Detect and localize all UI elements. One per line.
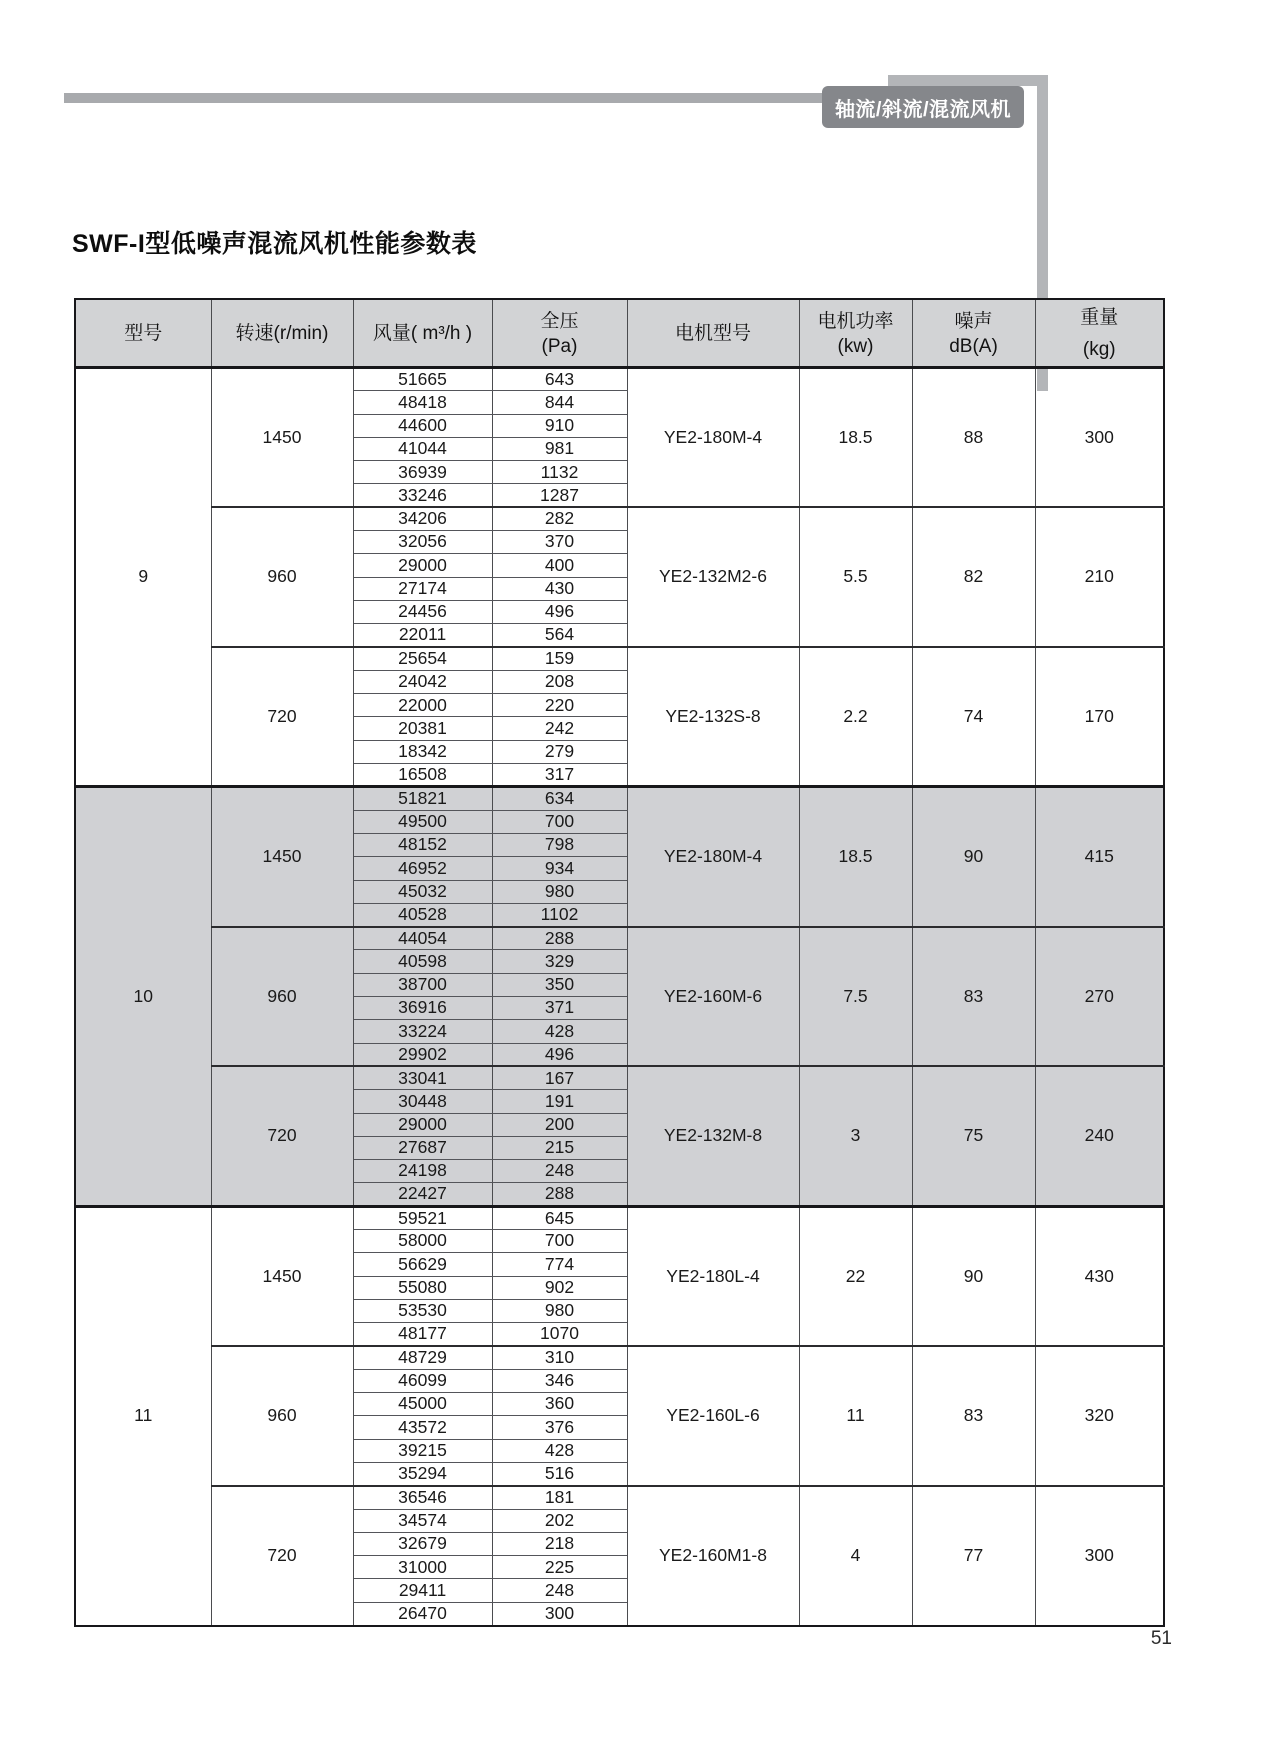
header-pressure-label: 全压 [540,310,579,332]
flow-cell: 53530 [353,1299,492,1322]
flow-cell: 43572 [353,1416,492,1439]
power-cell: 2.2 [799,647,912,787]
flow-cell: 20381 [353,717,492,740]
pressure-cell: 346 [492,1369,627,1392]
pressure-cell: 1132 [492,461,627,484]
noise-cell: 90 [912,787,1035,927]
pressure-cell: 934 [492,857,627,880]
header-noise-unit: dB(A) [949,335,998,357]
header-pressure-unit: (Pa) [541,335,578,357]
pressure-cell: 1287 [492,484,627,507]
header-model-label: 型号 [124,322,163,344]
flow-cell: 33224 [353,1020,492,1043]
pressure-cell: 902 [492,1276,627,1299]
speed-cell: 1450 [211,368,353,508]
pressure-cell: 300 [492,1602,627,1625]
flow-cell: 34574 [353,1509,492,1532]
flow-cell: 59521 [353,1206,492,1229]
weight-cell: 300 [1035,1486,1164,1626]
pressure-cell: 200 [492,1113,627,1136]
flow-cell: 46952 [353,857,492,880]
pressure-cell: 980 [492,880,627,903]
flow-cell: 45000 [353,1393,492,1416]
page-number: 51 [1150,1628,1172,1649]
table-header-row [75,299,1164,368]
pressure-cell: 700 [492,810,627,833]
model-cell: 11 [75,1206,211,1625]
table-row [75,647,1164,670]
flow-cell: 44054 [353,927,492,950]
header-weight-unit: (kg) [1082,339,1116,360]
power-cell: 18.5 [799,787,912,927]
flow-cell: 33041 [353,1066,492,1089]
flow-cell: 29000 [353,554,492,577]
pressure-cell: 310 [492,1346,627,1369]
motor-cell: YE2-180L-4 [627,1206,799,1346]
motor-cell: YE2-160L-6 [627,1346,799,1486]
flow-cell: 32679 [353,1532,492,1555]
flow-cell: 24456 [353,600,492,623]
power-cell: 3 [799,1066,912,1206]
pressure-cell: 317 [492,764,627,787]
flow-cell: 36546 [353,1486,492,1509]
pressure-cell: 282 [492,507,627,530]
flow-cell: 29411 [353,1579,492,1602]
category-badge [822,86,1024,128]
performance-table [74,298,1165,1627]
header-speed [211,299,353,368]
pressure-cell: 181 [492,1486,627,1509]
pressure-cell: 248 [492,1160,627,1183]
pressure-cell: 910 [492,414,627,437]
speed-cell: 1450 [211,787,353,927]
pressure-cell: 370 [492,531,627,554]
header-power-label: 电机功率 [817,310,894,332]
pressure-cell: 516 [492,1462,627,1485]
table-row [75,787,1164,810]
pressure-cell: 774 [492,1253,627,1276]
flow-cell: 48152 [353,833,492,856]
header-power-unit: (kw) [837,335,874,357]
header-noise-label: 噪声 [954,310,993,332]
pressure-cell: 645 [492,1206,627,1229]
motor-cell: YE2-160M1-8 [627,1486,799,1626]
pressure-cell: 208 [492,670,627,693]
pressure-cell: 980 [492,1299,627,1322]
flow-cell: 39215 [353,1439,492,1462]
flow-cell: 29902 [353,1043,492,1066]
pressure-cell: 360 [492,1393,627,1416]
noise-cell: 74 [912,647,1035,787]
table-row [75,927,1164,950]
flow-cell: 22427 [353,1183,492,1206]
noise-cell: 77 [912,1486,1035,1626]
pressure-cell: 400 [492,554,627,577]
model-cell: 9 [75,368,211,787]
motor-cell: YE2-132M2-6 [627,507,799,647]
flow-cell: 58000 [353,1229,492,1252]
power-cell: 5.5 [799,507,912,647]
performance-table-body [75,368,1164,1626]
flow-cell: 40528 [353,903,492,926]
speed-cell: 960 [211,1346,353,1486]
speed-cell: 720 [211,1066,353,1206]
flow-cell: 44600 [353,414,492,437]
flow-cell: 34206 [353,507,492,530]
flow-cell: 35294 [353,1462,492,1485]
header-weight-label: 重量 [1080,307,1119,328]
speed-cell: 960 [211,507,353,647]
noise-cell: 88 [912,368,1035,508]
pressure-cell: 288 [492,927,627,950]
pressure-cell: 218 [492,1532,627,1555]
pressure-cell: 202 [492,1509,627,1532]
noise-cell: 90 [912,1206,1035,1346]
category-badge-label: 轴流/斜流/混流风机 [834,98,1012,121]
power-cell: 11 [799,1346,912,1486]
motor-cell: YE2-180M-4 [627,368,799,508]
model-cell: 10 [75,787,211,1206]
pressure-cell: 248 [492,1579,627,1602]
header-noise [912,299,1035,368]
pressure-cell: 430 [492,577,627,600]
pressure-cell: 634 [492,787,627,810]
pressure-cell: 1070 [492,1323,627,1346]
table-row [75,1346,1164,1369]
table-row [75,507,1164,530]
flow-cell: 22000 [353,694,492,717]
speed-cell: 720 [211,647,353,787]
header-rule [64,93,824,103]
pressure-cell: 288 [492,1183,627,1206]
noise-cell: 83 [912,1346,1035,1486]
pressure-cell: 167 [492,1066,627,1089]
flow-cell: 36916 [353,997,492,1020]
flow-cell: 27174 [353,577,492,600]
power-cell: 18.5 [799,368,912,508]
pressure-cell: 242 [492,717,627,740]
pressure-cell: 215 [492,1136,627,1159]
pressure-cell: 1102 [492,903,627,926]
flow-cell: 46099 [353,1369,492,1392]
pressure-cell: 564 [492,624,627,647]
table-row [75,1066,1164,1089]
pressure-cell: 428 [492,1439,627,1462]
table-row [75,368,1164,391]
flow-cell: 29000 [353,1113,492,1136]
header-speed-label: 转速(r/min) [235,322,329,344]
weight-cell: 210 [1035,507,1164,647]
pressure-cell: 371 [492,997,627,1020]
header-motor [627,299,799,368]
pressure-cell: 350 [492,973,627,996]
speed-cell: 720 [211,1486,353,1626]
weight-cell: 170 [1035,647,1164,787]
pressure-cell: 329 [492,950,627,973]
pressure-cell: 220 [492,694,627,717]
header-pressure [492,299,627,368]
flow-cell: 45032 [353,880,492,903]
header-model [75,299,211,368]
pressure-cell: 279 [492,740,627,763]
header-motor-label: 电机型号 [674,322,751,344]
flow-cell: 24042 [353,670,492,693]
pressure-cell: 376 [492,1416,627,1439]
pressure-cell: 496 [492,1043,627,1066]
pressure-cell: 159 [492,647,627,670]
pressure-cell: 798 [492,833,627,856]
pressure-cell: 225 [492,1556,627,1579]
motor-cell: YE2-180M-4 [627,787,799,927]
flow-cell: 48729 [353,1346,492,1369]
motor-cell: YE2-160M-6 [627,927,799,1067]
weight-cell: 300 [1035,368,1164,508]
flow-cell: 32056 [353,531,492,554]
speed-cell: 1450 [211,1206,353,1346]
power-cell: 7.5 [799,927,912,1067]
flow-cell: 25654 [353,647,492,670]
flow-cell: 22011 [353,624,492,647]
flow-cell: 36939 [353,461,492,484]
pressure-cell: 496 [492,600,627,623]
flow-cell: 38700 [353,973,492,996]
weight-cell: 430 [1035,1206,1164,1346]
header-weight [1035,299,1164,368]
flow-cell: 40598 [353,950,492,973]
flow-cell: 48177 [353,1323,492,1346]
pressure-cell: 428 [492,1020,627,1043]
weight-cell: 415 [1035,787,1164,927]
header-accent-top-bar [888,75,1048,86]
flow-cell: 30448 [353,1090,492,1113]
motor-cell: YE2-132S-8 [627,647,799,787]
flow-cell: 48418 [353,391,492,414]
flow-cell: 31000 [353,1556,492,1579]
noise-cell: 75 [912,1066,1035,1206]
flow-cell: 16508 [353,764,492,787]
table-row [75,1206,1164,1229]
pressure-cell: 700 [492,1229,627,1252]
flow-cell: 49500 [353,810,492,833]
weight-cell: 240 [1035,1066,1164,1206]
flow-cell: 51821 [353,787,492,810]
flow-cell: 24198 [353,1160,492,1183]
flow-cell: 33246 [353,484,492,507]
table-row [75,1486,1164,1509]
flow-cell: 18342 [353,740,492,763]
flow-cell: 51665 [353,368,492,391]
noise-cell: 83 [912,927,1035,1067]
flow-cell: 55080 [353,1276,492,1299]
weight-cell: 270 [1035,927,1164,1067]
noise-cell: 82 [912,507,1035,647]
header-power [799,299,912,368]
page-title: SWF-I型低噪声混流风机性能参数表 [72,230,477,258]
pressure-cell: 643 [492,368,627,391]
speed-cell: 960 [211,927,353,1067]
flow-cell: 56629 [353,1253,492,1276]
header-flow [353,299,492,368]
power-cell: 22 [799,1206,912,1346]
weight-cell: 320 [1035,1346,1164,1486]
pressure-cell: 981 [492,437,627,460]
pressure-cell: 191 [492,1090,627,1113]
header-flow-label: 风量( m³/h ) [372,322,473,344]
pressure-cell: 844 [492,391,627,414]
flow-cell: 41044 [353,437,492,460]
flow-cell: 26470 [353,1602,492,1625]
flow-cell: 27687 [353,1136,492,1159]
motor-cell: YE2-132M-8 [627,1066,799,1206]
table-header [75,299,1164,368]
power-cell: 4 [799,1486,912,1626]
